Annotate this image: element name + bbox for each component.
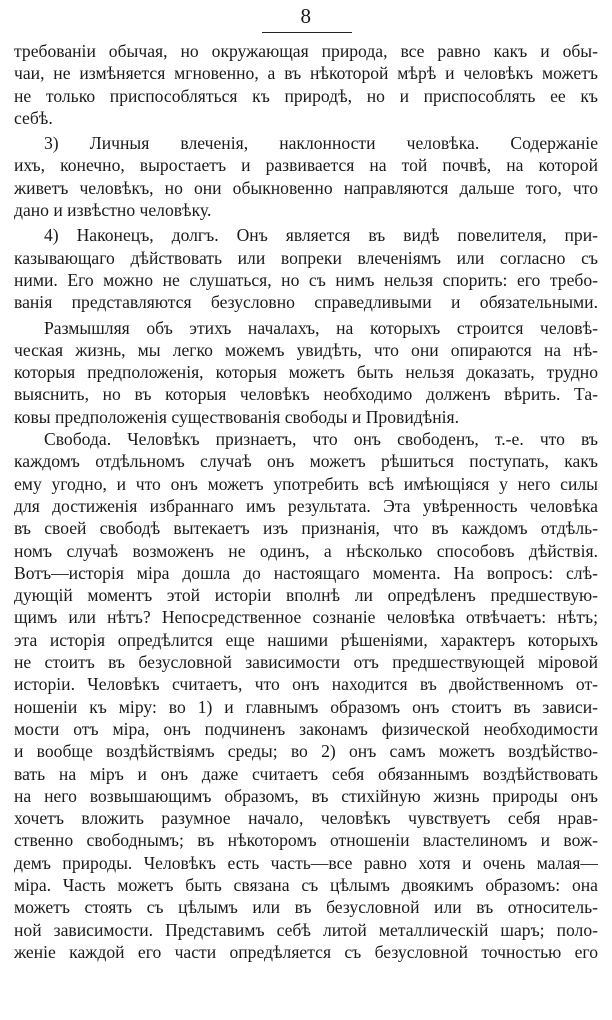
- text-line: мости отъ мiра, онъ подчиненъ законамъ физической необходимости: [14, 718, 598, 739]
- text-line: 4) Наконецъ, долгъ. Онъ является въ видѣ повелителя, при-: [44, 225, 598, 246]
- text-line: демъ природы. Человѣкъ есть часть—все равно хотя и очень малая—: [14, 852, 598, 873]
- paragraph: [14, 428, 598, 963]
- text-line: вать на мiръ и онъ даже считаетъ себя обязаннымъ воздѣйствовать: [14, 763, 598, 784]
- text-line: можетъ стоять съ цѣлымъ или въ безусловной или въ относитель-: [14, 897, 598, 918]
- text-line: которыя предположенiя, которыя можетъ быть нельзя доказать, трудно: [14, 362, 598, 383]
- text-line: ной зависимости. Представимъ себѣ литой металлическiй шаръ; поло-: [14, 919, 598, 940]
- text-line: ванiя представляются безусловно справедливыми и обязательными.: [14, 292, 598, 313]
- text-line: номъ случаѣ возможенъ не одинъ, а нѣсколько способовъ дѣйствiя.: [14, 540, 598, 561]
- paragraph: [14, 224, 598, 313]
- text-line: требованiи обычая, но окружающая природа, все равно какъ и обы-: [14, 41, 598, 61]
- text-line: женiе каждой его части опредѣляется съ безусловной точностью его: [14, 941, 598, 962]
- text-line: дано и извѣстно человѣку.: [14, 200, 212, 221]
- text-line: себѣ.: [14, 107, 53, 128]
- text-line: въ своей свободѣ вытекаетъ изъ признанiя, что въ каждомъ отдѣль-: [14, 518, 598, 539]
- text-line: чаи, не измѣняется мгновенно, а въ нѣкоторой мѣрѣ и человѣкъ можетъ: [14, 63, 598, 84]
- paragraph: [14, 40, 598, 129]
- paragraph: [14, 317, 598, 428]
- text-line: исторiи. Человѣкъ считаетъ, что онъ находится въ двойственномъ от-: [14, 674, 598, 695]
- text-line: живетъ человѣкъ, но они обыкновенно направляются дальше того, что: [14, 177, 598, 198]
- text-line: 3) Личныя влеченiя, наклонности человѣка. Содержанiе: [44, 133, 598, 154]
- text-line: ческая жизнь, мы легко можемъ увидѣть, что они опираются на нѣ-: [14, 339, 598, 360]
- text-line: щимъ или нѣтъ? Непосредственное сознанiе человѣка отвѣчаетъ: нѣтъ;: [14, 607, 598, 628]
- text-line: не стоитъ въ безусловной зависимости отъ предшествующей мiровой: [14, 652, 598, 673]
- page-number: 8: [300, 4, 312, 28]
- text-line: Вотъ—исторiя мiра дошла до настоящаго момента. На вопросъ: слѣ-: [14, 562, 598, 583]
- text-line: Размышляя объ этихъ началахъ, на которыхъ строится человѣ-: [44, 317, 598, 338]
- text-line: ему угодно, и что онъ можетъ употребить всѣ имѣющiяся у него силы: [14, 473, 598, 494]
- text-line: эта исторiя опредѣлится еще нашими рѣшенiями, характеръ которыхъ: [14, 629, 598, 650]
- text-line: ношенiи къ мiру: во 1) и главнымъ образомъ онъ стоитъ въ зависи-: [14, 696, 598, 717]
- header-rule: [262, 32, 352, 33]
- text-line: Свобода. Человѣкъ признаетъ, что онъ свободенъ, т.-е. что въ: [44, 429, 598, 450]
- text-line: не только приспособляться къ природѣ, но и приспособлять ее къ: [14, 85, 598, 106]
- page-header: [0, 0, 612, 38]
- text-line: выяснить, но въ которыя человѣкъ необходимо долженъ вѣрить. Та-: [14, 384, 598, 405]
- text-line: и вообще воздѣйствiямъ среды; во 2) онъ самъ можетъ воздѣйство-: [14, 741, 598, 762]
- text-line: дующiй моментъ этой исторiи вполнѣ ли опредѣленъ предшествую-: [14, 585, 598, 606]
- text-line: ковы предположенiя существованiя свободы и Провидѣнiя.: [14, 406, 460, 427]
- text-line: хочетъ вложить разумное начало, человѣкъ чувствуетъ себя нрав-: [14, 808, 598, 829]
- text-line: ними. Его можно не слушаться, но съ нимъ нельзя спорить: его требо-: [14, 269, 598, 290]
- text-line: на него возвышающимъ образомъ, въ стихiйную жизнь природы онъ: [14, 785, 598, 806]
- text-line: ственно свободнымъ; въ нѣкоторомъ отношенiи властелиномъ и вож-: [14, 830, 598, 851]
- text-line: ихъ, конечно, выростаетъ и развивается на той почвѣ, на которой: [14, 155, 598, 176]
- text-line: каждомъ отдѣльномъ случаѣ онъ можетъ рѣшиться поступать, какъ: [14, 451, 598, 472]
- paragraph: [14, 132, 598, 221]
- text-line: мiра. Часть можетъ быть связана съ цѣлымъ двоякимъ образомъ: она: [14, 874, 598, 895]
- body-text: [14, 40, 598, 963]
- text-line: казывающаго дѣйствовать или вопреки влеченiямъ или согласно съ: [14, 247, 598, 268]
- text-line: для достиженiя избраннаго имъ результата. Эта увѣренность человѣка: [14, 495, 598, 516]
